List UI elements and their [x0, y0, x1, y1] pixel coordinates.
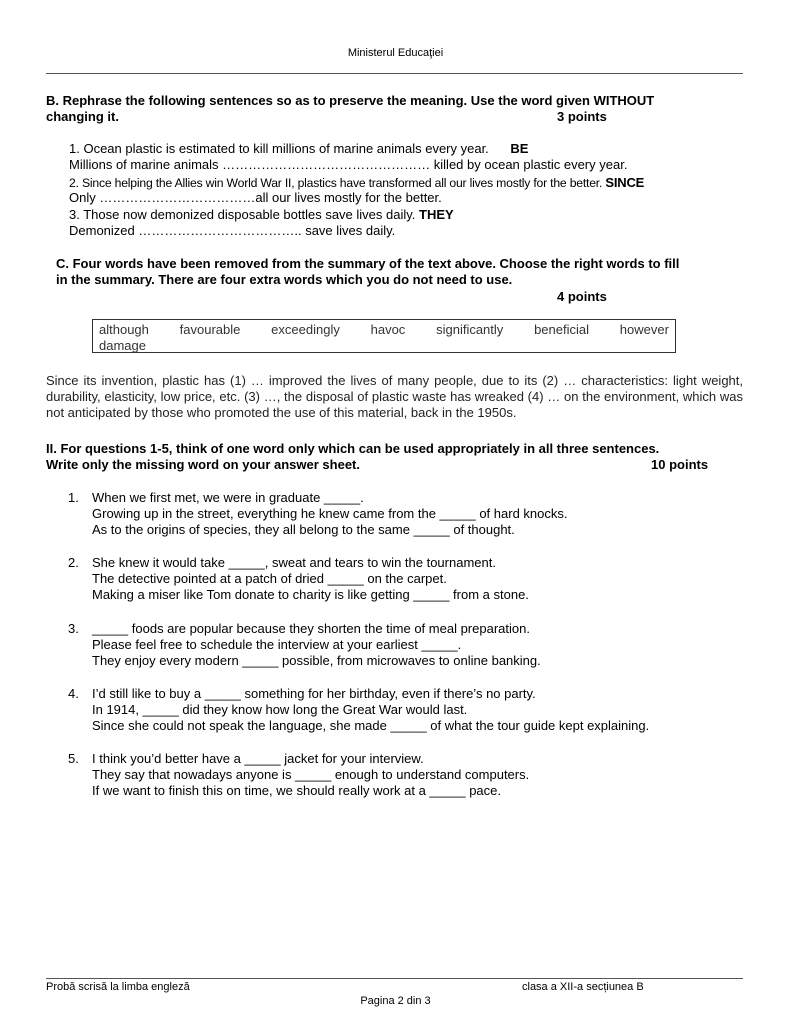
word-option: however	[619, 322, 669, 337]
section-b-instruction: B. Rephrase the following sentences so as to preserve the meaning. Use the word given WITHOUT	[46, 93, 655, 108]
header-divider	[46, 73, 743, 74]
question-number: 3.	[68, 621, 79, 636]
word-option: damage	[99, 338, 146, 353]
item-keyword: SINCE	[605, 175, 645, 190]
footer-subject: Probă scrisă la limba engleză	[46, 981, 190, 993]
footer-class: clasa a XII-a secțiunea B	[522, 981, 644, 993]
word-option: favourable	[179, 322, 241, 337]
question-4-line-1: I’d still like to buy a _____ something for her birthday, even if there’s no party.	[92, 686, 536, 701]
question-2-line-1: She knew it would take _____, sweat and tears to win the tournament.	[92, 555, 496, 570]
question-5-line-3: If we want to finish this on time, we should really work at a _____ pace.	[92, 783, 501, 798]
question-5-line-1: I think you’d better have a _____ jacket for your interview.	[92, 751, 424, 766]
item-sentence: Ocean plastic is estimated to kill millions of marine animals every year.	[83, 141, 489, 156]
question-1-line-3: As to the origins of species, they all belong to the same _____ of thought.	[92, 522, 515, 537]
question-1-line-1: When we first met, we were in graduate _____.	[92, 490, 364, 505]
question-number: 2.	[68, 555, 79, 570]
section-c-points: 4 points	[557, 289, 607, 304]
section-b-item-2	[69, 175, 644, 191]
section-ii-instruction: II. For questions 1-5, think of one word only which can be used appropriately in all three sentences.	[46, 441, 660, 456]
question-2-line-2: The detective pointed at a patch of dried _____ on the carpet.	[92, 571, 447, 586]
question-2-line-3: Making a miser like Tom donate to charity is like getting _____ from a stone.	[92, 587, 529, 602]
question-3-line-1: _____ foods are popular because they shorten the time of meal preparation.	[92, 621, 530, 636]
section-b-item-3-prompt: Demonized ……………………………….. save lives daily.	[69, 223, 396, 238]
word-option: significantly	[436, 322, 504, 337]
question-3-line-3: They enjoy every modern _____ possible, from microwaves to online banking.	[92, 653, 541, 668]
question-4-line-2: In 1914, _____ did they know how long the Great War would last.	[92, 702, 468, 717]
section-c-instruction: C. Four words have been removed from the summary of the text above. Choose the right words to fill	[56, 256, 680, 271]
word-option: beneficial	[534, 322, 590, 337]
question-3-line-2: Please feel free to schedule the interview at your earliest _____.	[92, 637, 462, 652]
item-number: 3.	[69, 207, 80, 222]
section-b-points: 3 points	[557, 109, 607, 124]
question-5-line-2: They say that nowadays anyone is _____ enough to understand computers.	[92, 767, 530, 782]
section-ii-points: 10 points	[651, 457, 709, 472]
section-b-instruction-cont: changing it.	[46, 109, 119, 124]
question-1-line-2: Growing up in the street, everything he knew came from the _____ of hard knocks.	[92, 506, 568, 521]
question-number: 4.	[68, 686, 79, 701]
item-sentence: Since helping the Allies win World War II, plastics have transformed all our lives mostly for the better.	[81, 176, 603, 190]
footer-divider	[46, 978, 743, 979]
section-b-item-1-prompt: Millions of marine animals ………………………………………… killed by ocean plastic every year.	[69, 157, 628, 172]
item-keyword: BE	[510, 141, 529, 156]
item-sentence: Those now demonized disposable bottles save lives daily.	[83, 207, 416, 222]
word-option: exceedingly	[271, 322, 340, 337]
summary-paragraph: Since its invention, plastic has (1) … improved the lives of many people, due to its (2) … characteristics: light weight, durability, elasticity, low price, etc. (3) …, the disposal of plastic waste has wreaked (4) … on the environment, which was not anticipated by those who promoted the use of this material, back in the 1950s.	[46, 373, 743, 420]
section-b-item-3	[69, 207, 454, 223]
question-number: 5.	[68, 751, 79, 766]
item-number: 2.	[69, 176, 79, 190]
footer-page-number: Pagina 2 din 3	[360, 995, 431, 1007]
question-number: 1.	[68, 490, 79, 505]
item-keyword: THEY	[419, 207, 454, 222]
page-header-title: Ministerul Educaţiei	[347, 47, 444, 59]
section-b-item-2-prompt: Only ………………………………all our lives mostly for the better.	[69, 190, 442, 205]
section-ii-instruction-cont: Write only the missing word on your answer sheet.	[46, 457, 360, 472]
question-4-line-3: Since she could not speak the language, she made _____ of what the tour guide kept explaining.	[92, 718, 650, 733]
item-number: 1.	[69, 141, 80, 156]
word-option: havoc	[370, 322, 406, 337]
section-c-instruction-cont: in the summary. There are four extra words which you do not need to use.	[56, 272, 513, 287]
section-b-item-1	[69, 141, 528, 157]
word-option: although	[99, 322, 149, 337]
word-box	[92, 319, 676, 353]
